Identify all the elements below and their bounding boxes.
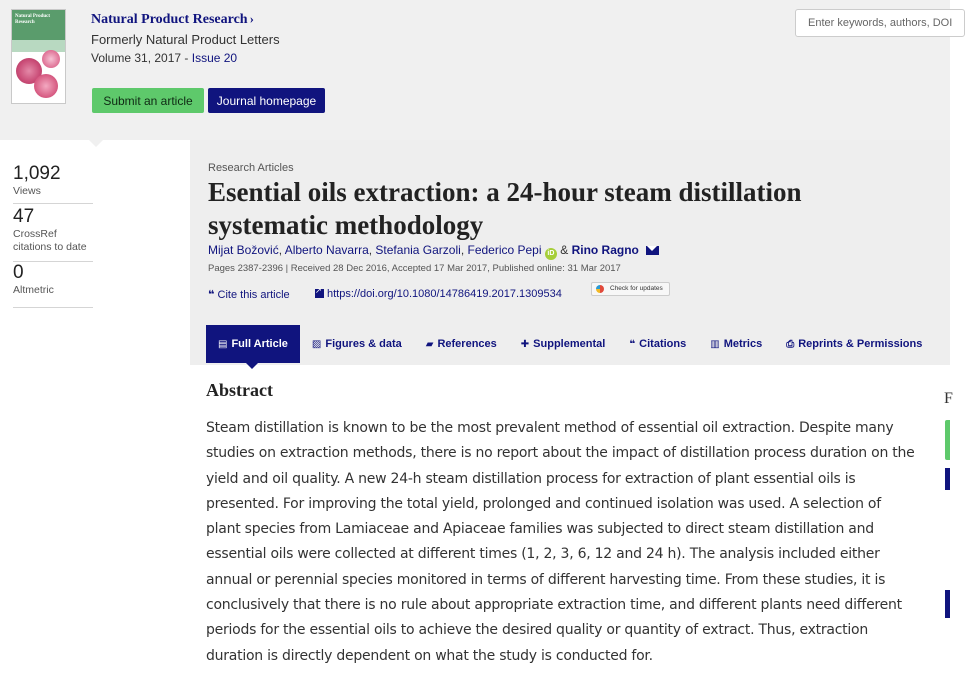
print-icon: ⎙: [786, 338, 795, 350]
divider: [13, 307, 93, 308]
journal-title-text: Natural Product Research: [91, 12, 248, 27]
side-panel-button[interactable]: [945, 420, 950, 460]
search-input[interactable]: [795, 9, 965, 37]
crossref-count: 47: [13, 206, 35, 227]
book-icon: ▰: [425, 338, 434, 350]
doi-text: https://doi.org/10.1080/14786419.2017.1309534: [327, 288, 562, 300]
article-metrics: [13, 163, 95, 297]
check-for-updates-button[interactable]: [591, 282, 670, 296]
check-updates-label: Check for updates: [610, 285, 663, 292]
tab-figures-data[interactable]: [300, 325, 414, 363]
header-pointer: [89, 140, 103, 147]
cover-band-light: [12, 40, 65, 52]
tab-label: Supplemental: [533, 338, 606, 350]
article-tabs: [206, 325, 934, 363]
cite-label: Cite this article: [217, 289, 290, 301]
abstract-text: Steam distillation is known to be the most prevalent method of essential oil extraction. Despite many studies on extraction methods, there is no report about the impact of distillation process duration on the yield and oil quality. A new 24-h steam distillation process for extraction of plant essential oils is presented. For improving the total yield, prolonged and continued isolation was used. A selection of plant species from Lamiaceae and Apiaceae families was subjected to direct steam distillation and essential oils were collected at different times (1, 2, 3, 6, 12 and 24 h). The analysis included either annual or perennial species monitored in terms of different harvesting time. From these studies, it is conclusively that there is no rule about appropriate extraction time, and different plants need different periods for the essential oils to achieve the desired quality or quantity of extract. Thus, extraction duration is directly dependent on what the study is conducted for.: [206, 420, 915, 664]
divider: [13, 203, 93, 204]
plus-icon: ✚: [520, 338, 530, 350]
tab-label: References: [437, 338, 497, 350]
views-count: 1,092: [13, 163, 61, 184]
submit-article-button[interactable]: Submit an article: [92, 88, 204, 113]
tab-label: Reprints & Permissions: [798, 338, 923, 350]
issue-link[interactable]: Issue 20: [191, 51, 238, 65]
publication-history: Pages 2387-2396 | Received 28 Dec 2016, Accepted 17 Mar 2017, Published online: 31 Mar 2017: [208, 263, 621, 274]
cover-flower: [42, 50, 60, 68]
tab-supplemental[interactable]: [509, 325, 618, 363]
envelope-icon[interactable]: [646, 246, 659, 255]
journal-homepage-button[interactable]: Journal homepage: [208, 88, 325, 113]
cite-article-link[interactable]: [208, 288, 290, 301]
side-panel-button[interactable]: [945, 590, 950, 618]
article-title: Esential oils extraction: a 24-hour steam distillation systematic methodology: [208, 177, 802, 240]
tab-label: Figures & data: [325, 338, 402, 350]
article-type: Research Articles: [208, 162, 294, 174]
author-link[interactable]: Alberto Navarra: [284, 243, 369, 257]
tab-citations[interactable]: [617, 325, 698, 363]
chevron-right-icon: ›: [249, 11, 254, 26]
bar-chart-icon: ▥: [710, 338, 720, 350]
tab-label: Citations: [639, 338, 687, 350]
orcid-icon[interactable]: iD: [545, 248, 557, 260]
volume-info: [91, 51, 237, 65]
tab-label: Full Article: [231, 338, 288, 350]
external-link-icon: [315, 289, 324, 298]
image-icon: ▨: [311, 338, 322, 350]
author-link[interactable]: Stefania Garzoli: [375, 243, 461, 257]
tab-label: Metrics: [723, 338, 763, 350]
crossmark-icon: [596, 285, 604, 293]
quote-icon: ❝: [629, 338, 636, 350]
side-panel-button[interactable]: [945, 468, 950, 490]
author-link[interactable]: Mijat Božović: [208, 243, 279, 257]
divider: [13, 261, 93, 262]
cover-title: Natural Product Research: [15, 14, 51, 25]
formerly-text: Formerly Natural Product Letters: [91, 32, 280, 47]
doi-link[interactable]: [315, 288, 562, 300]
altmetric-count: 0: [13, 262, 24, 283]
altmetric-label: Altmetric: [13, 284, 54, 296]
views-label: Views: [13, 185, 41, 197]
journal-title-link[interactable]: [91, 11, 254, 28]
quote-icon: ❝: [208, 289, 215, 301]
crossref-label-sub: citations to date: [13, 241, 87, 253]
author-link[interactable]: Federico Pepi: [467, 243, 542, 257]
document-icon: ▤: [218, 338, 228, 350]
volume-text: Volume 31, 2017 -: [91, 51, 192, 65]
crossref-label: CrossRef: [13, 228, 57, 240]
tab-references[interactable]: [414, 325, 509, 363]
journal-cover-image[interactable]: [11, 9, 66, 104]
tab-reprints-permissions[interactable]: [774, 325, 934, 363]
cover-flower: [34, 74, 58, 98]
tab-full-article[interactable]: [206, 325, 300, 363]
abstract-heading: Abstract: [206, 380, 273, 400]
author-list: Mijat Božović, Alberto Navarra, Stefania Garzoli, Federico Pepi iD & Rino Ragno: [208, 243, 659, 260]
side-panel-heading: F: [944, 390, 953, 407]
corresponding-author-link[interactable]: Rino Ragno: [571, 243, 639, 257]
tab-metrics[interactable]: [698, 325, 774, 363]
